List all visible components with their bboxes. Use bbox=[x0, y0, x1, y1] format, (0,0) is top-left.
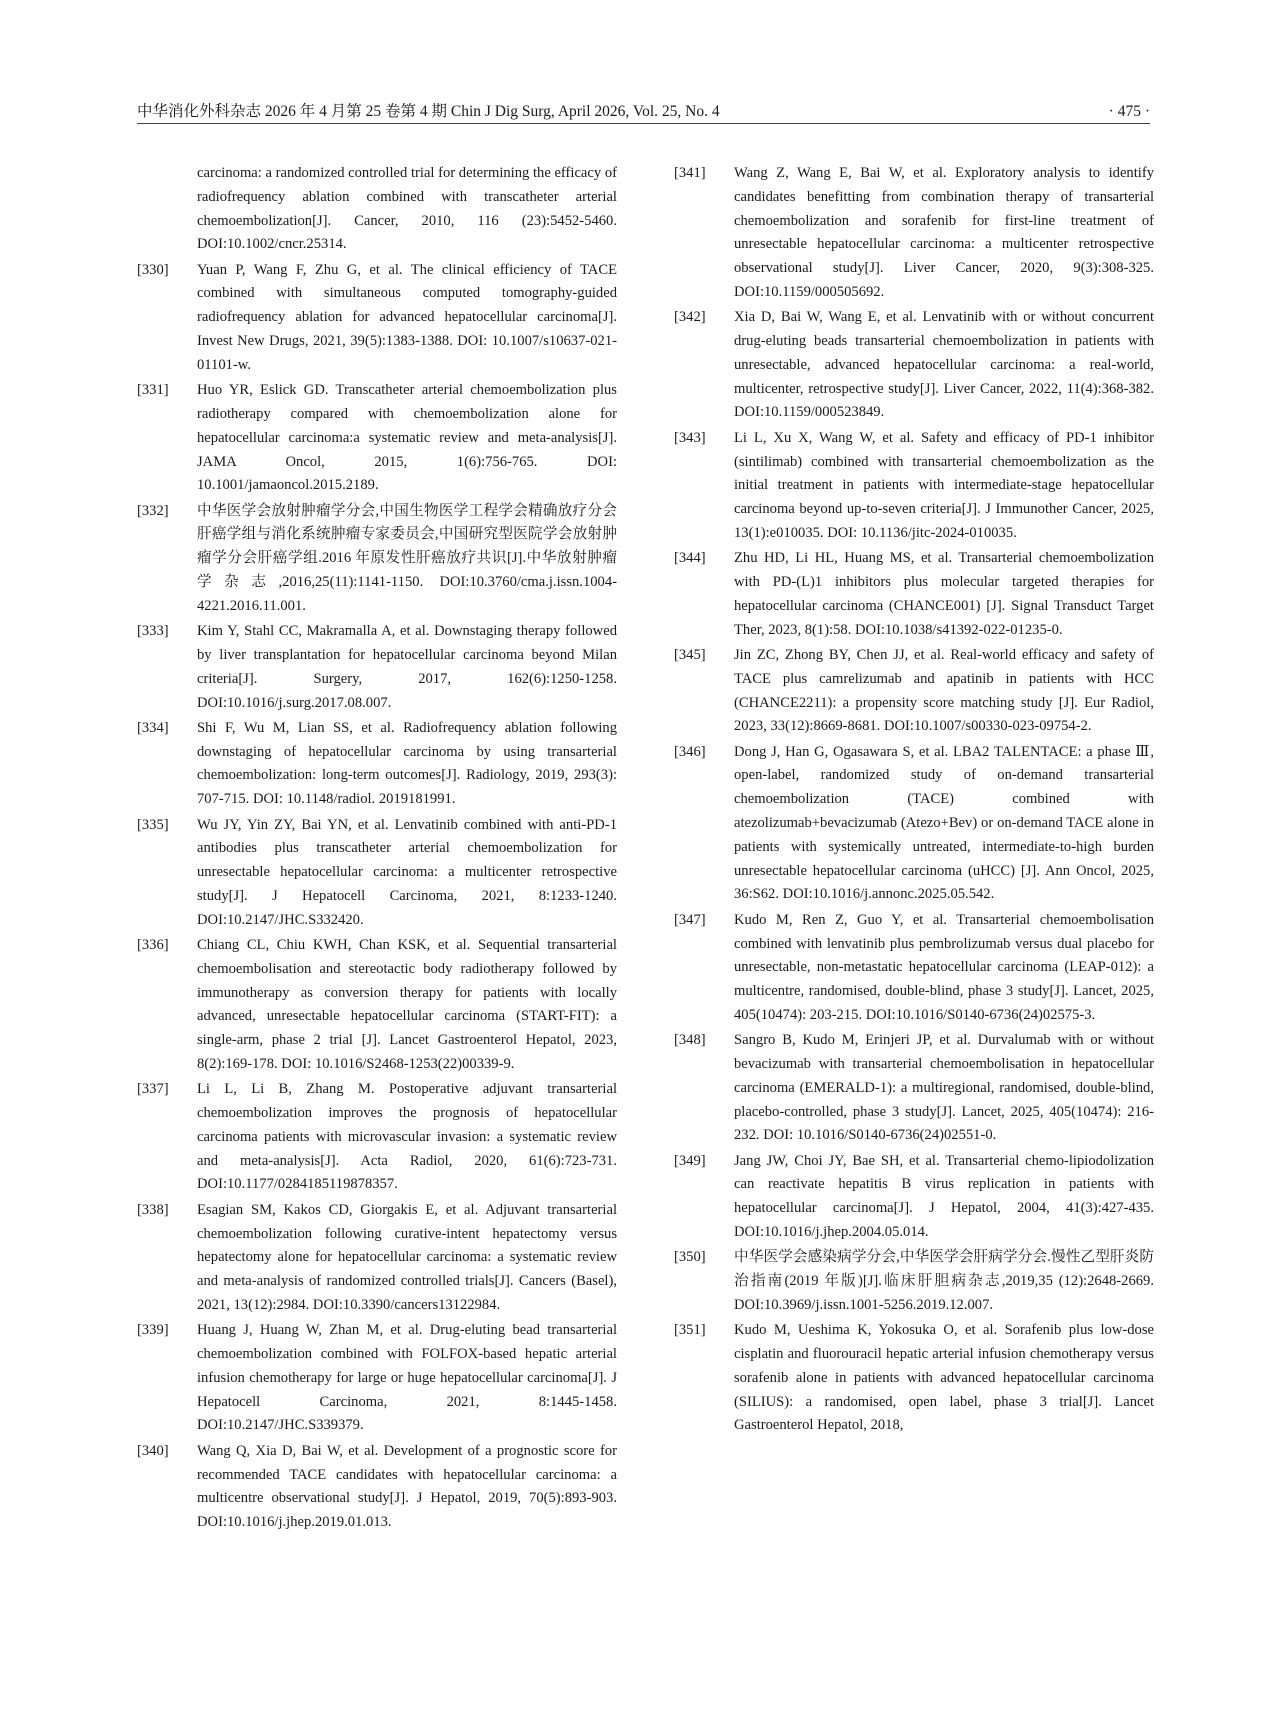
reference-text: Sangro B, Kudo M, Erinjeri JP, et al. Durvalumab with or without bevacizumab with transarterial chemoembolisation in hepatocellular carcinoma (EMERALD-1): a multiregional, randomised, double-blind, placebo-controlled, phase 3 study[J]. Lancet, 2025, 405(10474): 216-232. DOI: 10.1016/S0140-6736(24)02551-0. bbox=[734, 1032, 1154, 1144]
reference-entry bbox=[137, 717, 617, 812]
reference-text: Dong J, Han G, Ogasawara S, et al. LBA2 TALENTACE: a phase Ⅲ, open-label, randomized study of on-demand transarterial chemoembolization (TACE) combined with atezolizumab+bevacizumab (Atezo+Bev) or on-demand TACE alone in patients with systemically untreated, intermediate-to-high burden unresectable hepatocellular carcinoma (uHCC) [J]. Ann Oncol, 2025, 36:S62. DOI:10.1016/j.annonc.2025.05.542. bbox=[734, 743, 1154, 903]
reference-text: Zhu HD, Li HL, Huang MS, et al. Transarterial chemoembolization with PD-(L)1 inhibitors plus molecular targeted therapies for hepatocellular carcinoma (CHANCE001) [J]. Signal Transduct Target Ther, 2023, 8(1):58. DOI:10.1038/s41392-022-01235-0. bbox=[734, 550, 1154, 638]
reference-number: [336] bbox=[137, 937, 169, 953]
reference-entry bbox=[137, 1319, 617, 1438]
reference-entry bbox=[674, 644, 1154, 739]
reference-number: [332] bbox=[137, 502, 169, 519]
reference-text: Jin ZC, Zhong BY, Chen JJ, et al. Real-world efficacy and safety of TACE plus camrelizumab and apatinib in patients with HCC (CHANCE2211): a propensity score matching study [J]. Eur Radiol, 2023, 33(12):8669-8681. DOI:10.1007/s00330-023-09754-2. bbox=[734, 646, 1154, 735]
reference-text: Wang Z, Wang E, Bai W, et al. Exploratory analysis to identify candidates benefitting from combination therapy of transarterial chemoembolization and sorafenib for first-line treatment of unresectable hepatocellular carcinoma: a multicenter retrospective observational study[J]. Liver Cancer, 2020, 9(3):308-325. DOI:10.1159/000505692. bbox=[734, 165, 1154, 300]
reference-text: Huo YR, Eslick GD. Transcatheter arterial chemoembolization plus radiotherapy compared with chemoembolization alone for hepatocellular carcinoma:a systematic review and meta-analysis[J]. JAMA Oncol, 2015, 1(6):756-765. DOI: 10.1001/jamaoncol.2015.2189. bbox=[197, 382, 617, 494]
reference-number: [341] bbox=[674, 165, 706, 181]
reference-entry bbox=[137, 162, 617, 257]
reference-text: carcinoma: a randomized controlled trial for determining the efficacy of radiofrequency ablation combined with transcatheter arterial chemoembolization[J]. Cancer, 2010, 116 (23):5452-5460. DOI:10.1002/cncr.25314. bbox=[197, 165, 617, 253]
reference-text: Kudo M, Ren Z, Guo Y, et al. Transarterial chemoembolisation combined with lenvatinib plus pembrolizumab versus dual placebo for unresectable, non-metastatic hepatocellular carcinoma (LEAP-012): a multicentre, randomised, double-blind, phase 3 study[J]. Lancet, 2025, 405(10474): 203-215. DOI:10.1016/S0140-6736(24)02575-3. bbox=[734, 911, 1154, 1023]
reference-entry bbox=[674, 1246, 1154, 1317]
right-column bbox=[674, 162, 1154, 1440]
reference-number: [335] bbox=[137, 816, 169, 833]
reference-entry bbox=[137, 379, 617, 498]
reference-entry bbox=[137, 500, 617, 619]
reference-text: Shi F, Wu M, Lian SS, et al. Radiofrequency ablation following downstaging of hepatocellular carcinoma by using transarterial chemoembolization: long-term outcomes[J]. Radiology, 2019, 293(3): 707-715. DOI: 10.1148/radiol. 2019181991. bbox=[197, 719, 617, 808]
reference-number: [334] bbox=[137, 719, 169, 736]
reference-text: Wu JY, Yin ZY, Bai YN, et al. Lenvatinib combined with anti-PD-1 antibodies plus transcatheter arterial chemoembolization for unresectable hepatocellular carcinoma: a multicenter retrospective study[J]. J Hepatocell Carcinoma, 2021, 8:1233-1240. DOI:10.2147/JHC.S332420. bbox=[197, 816, 617, 928]
reference-entry bbox=[674, 1029, 1154, 1148]
reference-entry bbox=[674, 909, 1154, 1028]
reference-entry bbox=[674, 1319, 1154, 1438]
page-number: · 475 · bbox=[1108, 103, 1150, 120]
reference-text: 中华医学会感染病学分会,中华医学会肝病学分会.慢性乙型肝炎防治指南(2019 年版)[J].临床肝胆病杂志,2019,35 (12):2648-2669. DOI:10.3969/j.issn.1001-5256.2019.12.007. bbox=[734, 1249, 1154, 1313]
reference-number: [348] bbox=[674, 1032, 706, 1049]
reference-entry bbox=[137, 1199, 617, 1318]
reference-number: [343] bbox=[674, 429, 706, 446]
reference-number: [351] bbox=[674, 1322, 706, 1339]
reference-text: 中华医学会放射肿瘤学分会,中国生物医学工程学会精确放疗分会肝癌学组与消化系统肿瘤专家委员会,中国研究型医院学会放射肿瘤学分会肝癌学组.2016 年原发性肝癌放疗共识[J].中华放射肿瘤学杂志,2016,25(11):1141-1150. DOI:10.3760/cma.j.issn.1004-4221.2016.11.001. bbox=[197, 502, 617, 614]
reference-text: Li L, Xu X, Wang W, et al. Safety and efficacy of PD-1 inhibitor (sintilimab) combined with transarterial chemoembolization as the initial treatment in patients with intermediate-stage hepatocellular carcinoma beyond up-to-seven criteria[J]. J Immunother Cancer, 2025, 13(1):e010035. DOI: 10.1136/jitc-2024-010035. bbox=[734, 429, 1154, 541]
reference-number: [347] bbox=[674, 911, 706, 928]
reference-number: [340] bbox=[137, 1442, 169, 1459]
reference-text: Wang Q, Xia D, Bai W, et al. Development of a prognostic score for recommended TACE candidates with hepatocellular carcinoma: a multicentre observational study[J]. J Hepatol, 2019, 70(5):893-903. DOI:10.1016/j.jhep.2019.01.013. bbox=[197, 1442, 617, 1531]
reference-text: Kudo M, Ueshima K, Yokosuka O, et al. Sorafenib plus low-dose cisplatin and fluorouracil hepatic arterial infusion chemotherapy versus sorafenib alone in patients with advanced hepatocellular carcinoma (SILIUS): a randomised, open label, phase 3 trial[J]. Lancet Gastroenterol Hepatol, 2018, bbox=[734, 1322, 1154, 1434]
reference-number: [331] bbox=[137, 382, 169, 399]
reference-number: [350] bbox=[674, 1249, 706, 1266]
reference-text: Jang JW, Choi JY, Bae SH, et al. Transarterial chemo-lipiodolization can reactivate hepatitis B virus replication in patients with hepatocellular carcinoma[J]. J Hepatol, 2004, 41(3):427-435. DOI:10.1016/j.jhep.2004.05.014. bbox=[734, 1152, 1154, 1241]
reference-text: Kim Y, Stahl CC, Makramalla A, et al. Downstaging therapy followed by liver transplantation for hepatocellular carcinoma beyond Milan criteria[J]. Surgery, 2017, 162(6):1250-1258. DOI:10.1016/j.surg.2017.08.007. bbox=[197, 623, 617, 711]
reference-text: Xia D, Bai W, Wang E, et al. Lenvatinib with or without concurrent drug-eluting beads transarterial chemoembolization in patients with unresectable, advanced hepatocellular carcinoma: a real-world, multicenter, retrospective study[J]. Liver Cancer, 2022, 11(4):368-382. DOI:10.1159/000523849. bbox=[734, 309, 1154, 421]
reference-entry bbox=[137, 259, 617, 378]
reference-number: [338] bbox=[137, 1201, 169, 1218]
reference-text: Li L, Li B, Zhang M. Postoperative adjuvant transarterial chemoembolization improves the prognosis of hepatocellular carcinoma patients with microvascular invasion: a systematic review and meta-analysis[J]. Acta Radiol, 2020, 61(6):723-731. DOI:10.1177/0284185119878357. bbox=[197, 1081, 617, 1193]
journal-citation: 中华消化外科杂志 2026 年 4 月第 25 卷第 4 期 Chin J Dig Surg, April 2026, Vol. 25, No. 4 bbox=[137, 103, 720, 120]
reference-entry bbox=[674, 306, 1154, 425]
reference-text: Esagian SM, Kakos CD, Giorgakis E, et al. Adjuvant transarterial chemoembolization following curative-intent hepatectomy versus hepatectomy alone for hepatocellular carcinoma: a systematic review and meta-analysis of randomized controlled trials[J]. Cancers (Basel), 2021, 13(12):2984. DOI:10.3390/cancers13122984. bbox=[197, 1201, 617, 1313]
reference-text: Yuan P, Wang F, Zhu G, et al. The clinical efficiency of TACE combined with simultaneous computed tomography-guided radiofrequency ablation for advanced hepatocellular carcinoma[J]. Invest New Drugs, 2021, 39(5):1383-1388. DOI: 10.1007/s10637-021-01101-w. bbox=[197, 261, 617, 373]
reference-text: Huang J, Huang W, Zhan M, et al. Drug-eluting bead transarterial chemoembolization combined with FOLFOX-based hepatic arterial infusion chemotherapy for large or huge hepatocellular carcinoma[J]. J Hepatocell Carcinoma, 2021, 8:1445-1458. DOI:10.2147/JHC.S339379. bbox=[197, 1322, 617, 1434]
reference-entry bbox=[137, 934, 617, 1077]
reference-entry bbox=[674, 547, 1154, 642]
reference-number: [339] bbox=[137, 1322, 169, 1339]
running-header bbox=[137, 101, 1150, 124]
reference-entry bbox=[137, 1440, 617, 1535]
reference-entry bbox=[674, 1150, 1154, 1245]
reference-entry bbox=[137, 1078, 617, 1197]
reference-entry bbox=[674, 162, 1154, 305]
reference-entry bbox=[137, 620, 617, 715]
reference-entry bbox=[674, 741, 1154, 908]
reference-number: [337] bbox=[137, 1081, 169, 1098]
reference-entry bbox=[137, 814, 617, 933]
reference-number: [344] bbox=[674, 550, 706, 567]
reference-number: [333] bbox=[137, 623, 169, 640]
reference-number: [349] bbox=[674, 1152, 706, 1169]
reference-number: [330] bbox=[137, 261, 169, 278]
reference-entry bbox=[674, 427, 1154, 546]
left-column bbox=[137, 162, 617, 1536]
reference-text: Chiang CL, Chiu KWH, Chan KSK, et al. Sequential transarterial chemoembolisation and stereotactic body radiotherapy followed by immunotherapy as conversion therapy for patients with locally advanced, unresectable hepatocellular carcinoma (START-FIT): a single-arm, phase 2 trial [J]. Lancet Gastroenterol Hepatol, 2023, 8(2):169-178. DOI: 10.1016/S2468-1253(22)00339-9. bbox=[197, 937, 617, 1072]
reference-number: [346] bbox=[674, 743, 706, 760]
reference-number: [345] bbox=[674, 646, 706, 663]
reference-number: [342] bbox=[674, 309, 706, 326]
